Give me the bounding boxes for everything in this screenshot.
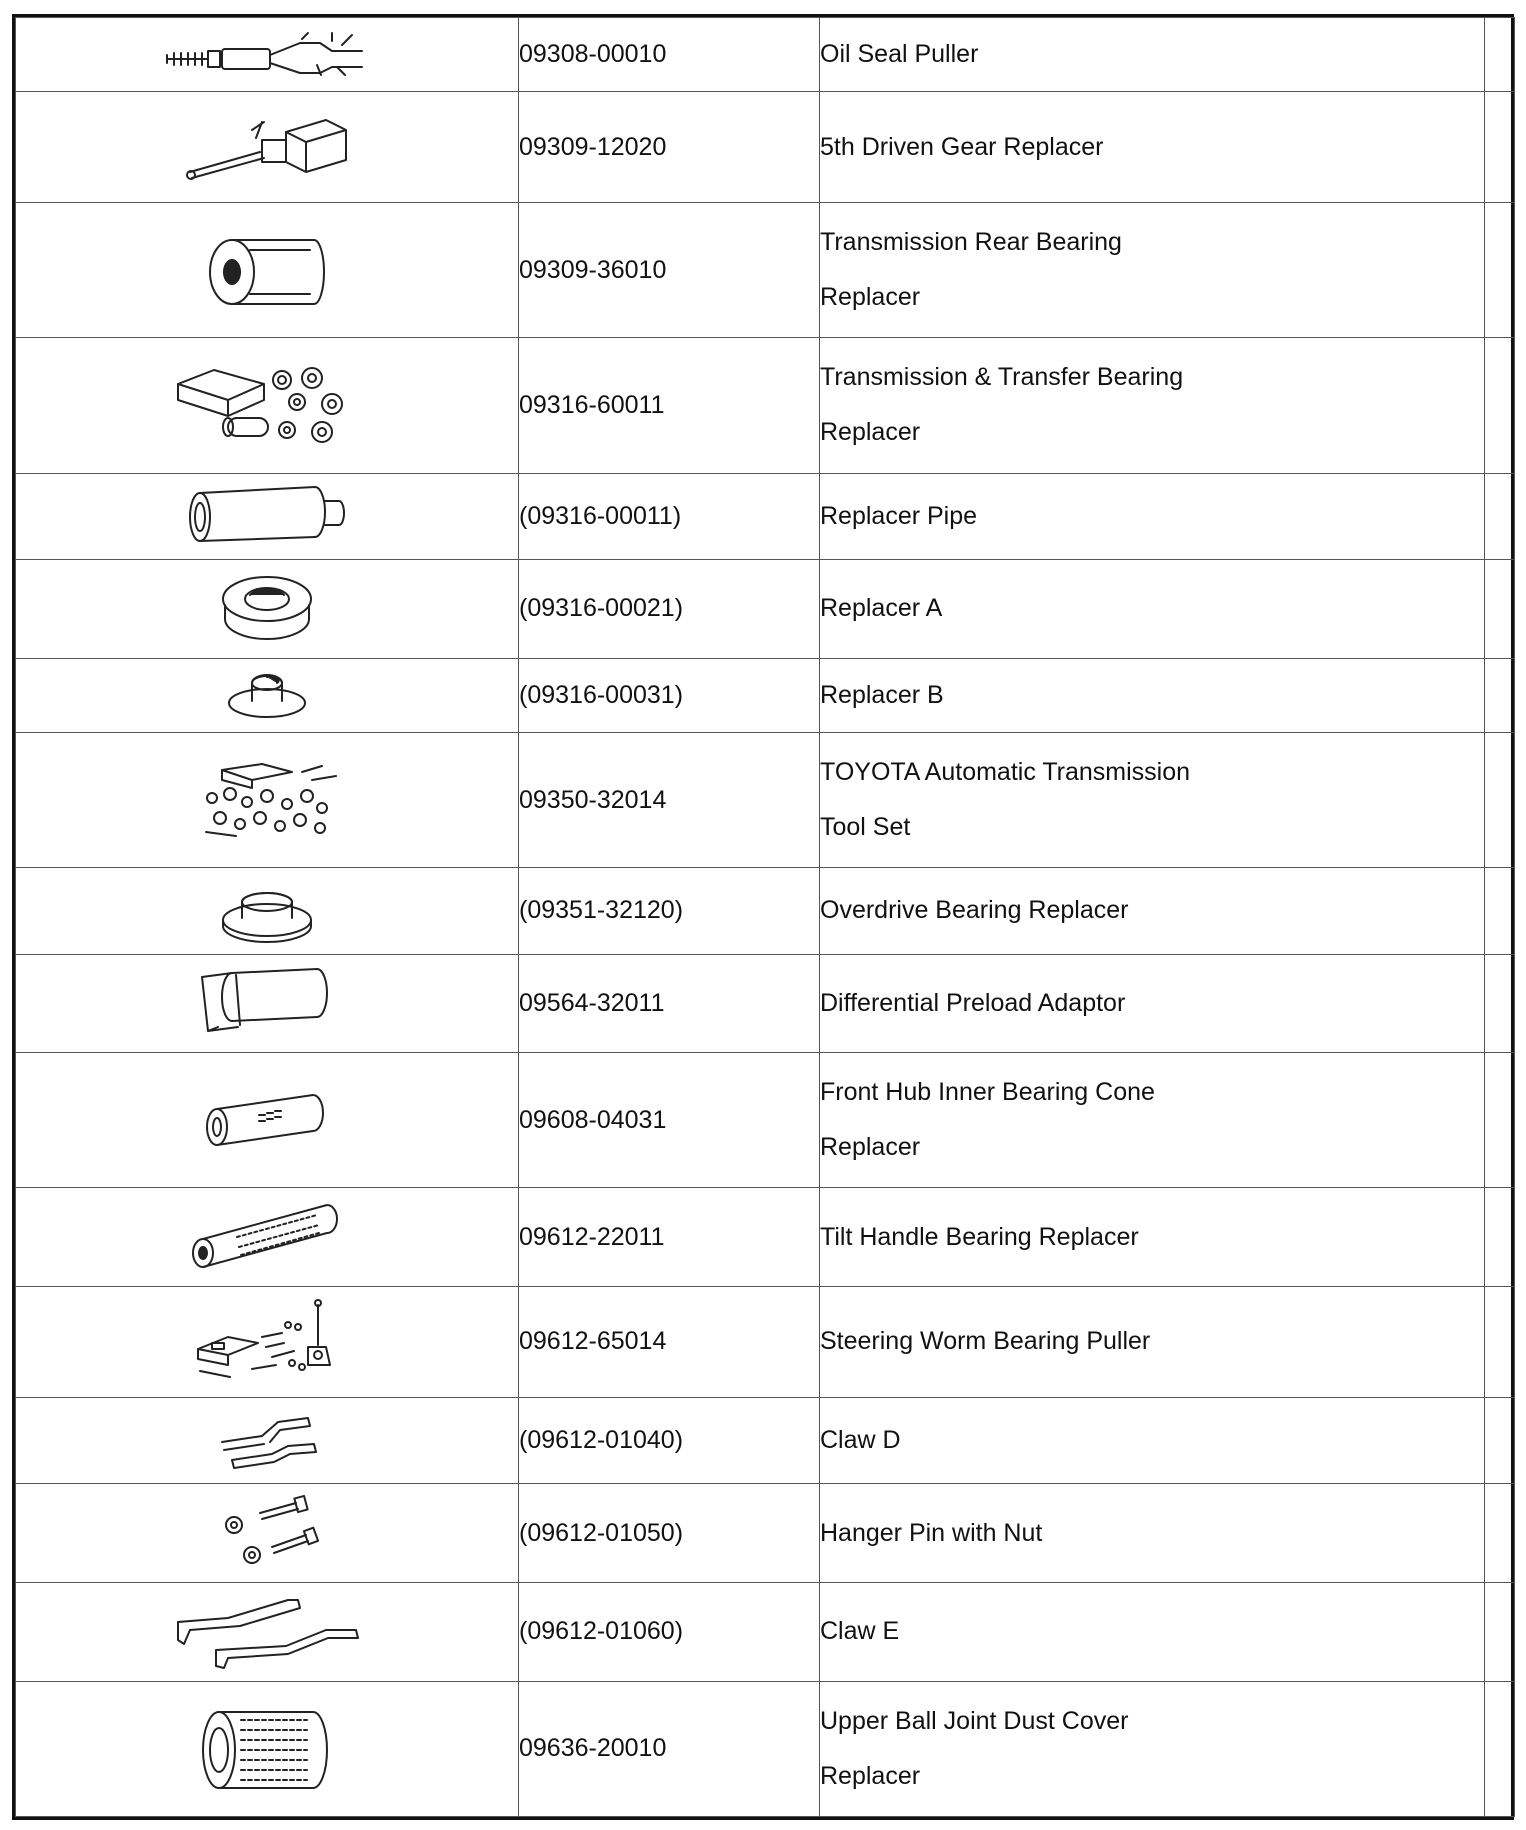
part-number: 09309-36010	[519, 203, 820, 338]
table-row	[16, 1681, 1515, 1816]
tool-name-line: Transmission Rear Bearing	[820, 228, 1122, 257]
table-row	[16, 203, 1515, 338]
replacer-pipe-icon	[182, 507, 352, 524]
tool-illustration-cell	[16, 18, 519, 92]
dust-cover-replacer-icon	[197, 1740, 337, 1757]
tool-name-line: Differential Preload Adaptor	[820, 988, 1126, 1017]
tool-illustration-cell	[16, 1681, 519, 1816]
part-number: 09612-65014	[519, 1287, 820, 1398]
claw-d-icon	[212, 1432, 322, 1449]
table-row	[16, 868, 1515, 954]
part-number: 09316-60011	[519, 338, 820, 473]
note-cell	[1485, 1397, 1515, 1483]
tool-name-line: Transmission & Transfer Bearing	[820, 363, 1184, 392]
note-cell	[1485, 658, 1515, 732]
tool-name-line: Replacer	[820, 283, 921, 312]
tool-illustration-cell	[16, 658, 519, 732]
part-number: 09309-12020	[519, 92, 820, 203]
part-number: (09316-00021)	[519, 559, 820, 658]
tool-name	[820, 1583, 1485, 1682]
tool-illustration-cell	[16, 1397, 519, 1483]
tool-name	[820, 1681, 1485, 1816]
table-row	[16, 559, 1515, 658]
note-cell	[1485, 18, 1515, 92]
note-cell	[1485, 338, 1515, 473]
table-row	[16, 1484, 1515, 1583]
part-number: (09351-32120)	[519, 868, 820, 954]
tool-illustration-cell	[16, 203, 519, 338]
table-row	[16, 1583, 1515, 1682]
tool-set-icon	[192, 791, 342, 808]
part-number: (09612-01040)	[519, 1397, 820, 1483]
tool-name-line: Steering Worm Bearing Puller	[820, 1327, 1151, 1356]
table-row	[16, 1053, 1515, 1188]
part-number: (09612-01050)	[519, 1484, 820, 1583]
tools-table-body	[16, 18, 1515, 1817]
note-cell	[1485, 559, 1515, 658]
tool-name-line: Replacer	[820, 1133, 921, 1162]
rear-bearing-replacer-icon	[202, 261, 332, 278]
tool-name-line: Replacer A	[820, 594, 943, 623]
table-row	[16, 1397, 1515, 1483]
special-tools-table	[12, 14, 1514, 1820]
claw-e-icon	[172, 1623, 362, 1640]
part-number: 09564-32011	[519, 954, 820, 1053]
tool-name-line: Upper Ball Joint Dust Cover	[820, 1706, 1129, 1735]
tool-name-line: Claw D	[820, 1426, 901, 1455]
part-number: (09316-00031)	[519, 658, 820, 732]
preload-adaptor-icon	[192, 995, 342, 1012]
note-cell	[1485, 1583, 1515, 1682]
tool-illustration-cell	[16, 559, 519, 658]
tool-illustration-cell	[16, 473, 519, 559]
note-cell	[1485, 1188, 1515, 1287]
tool-illustration-cell	[16, 1287, 519, 1398]
tool-illustration-cell	[16, 1188, 519, 1287]
part-number: 09636-20010	[519, 1681, 820, 1816]
note-cell	[1485, 203, 1515, 338]
tool-name	[820, 1188, 1485, 1287]
tool-name-line: TOYOTA Automatic Transmission	[820, 758, 1191, 787]
hanger-pin-icon	[212, 1524, 322, 1541]
tool-illustration-cell	[16, 92, 519, 203]
tool-illustration-cell	[16, 1484, 519, 1583]
note-cell	[1485, 92, 1515, 203]
overdrive-bearing-replacer-icon	[212, 902, 322, 919]
tool-name-line: Overdrive Bearing Replacer	[820, 896, 1129, 925]
tool-name-line: Replacer	[820, 418, 921, 447]
tilt-handle-replacer-icon	[187, 1228, 347, 1245]
tool-name	[820, 559, 1485, 658]
tool-illustration-cell	[16, 1053, 519, 1188]
note-cell	[1485, 1287, 1515, 1398]
table-row	[16, 1188, 1515, 1287]
part-number: 09308-00010	[519, 18, 820, 92]
tools-table	[15, 17, 1515, 1817]
tool-name-line: Hanger Pin with Nut	[820, 1518, 1043, 1547]
tool-name	[820, 203, 1485, 338]
tool-name	[820, 954, 1485, 1053]
bearing-cone-replacer-icon	[197, 1112, 337, 1129]
part-number: 09608-04031	[519, 1053, 820, 1188]
table-row	[16, 732, 1515, 867]
tool-name	[820, 658, 1485, 732]
tool-illustration-cell	[16, 1583, 519, 1682]
note-cell	[1485, 868, 1515, 954]
tool-name-line: Replacer B	[820, 680, 944, 709]
tool-name	[820, 868, 1485, 954]
oil-seal-puller-icon	[162, 46, 372, 63]
note-cell	[1485, 473, 1515, 559]
tool-name	[820, 338, 1485, 473]
tool-name-line: Tool Set	[820, 813, 911, 842]
driven-gear-replacer-icon	[182, 138, 352, 155]
worm-bearing-puller-icon	[192, 1333, 342, 1350]
table-row	[16, 338, 1515, 473]
part-number: 09350-32014	[519, 732, 820, 867]
tool-name	[820, 1484, 1485, 1583]
tool-illustration-cell	[16, 732, 519, 867]
tool-illustration-cell	[16, 868, 519, 954]
tool-name-line: Tilt Handle Bearing Replacer	[820, 1222, 1139, 1251]
tool-name	[820, 18, 1485, 92]
part-number: (09316-00011)	[519, 473, 820, 559]
tool-name	[820, 473, 1485, 559]
part-number: (09612-01060)	[519, 1583, 820, 1682]
tool-name	[820, 732, 1485, 867]
note-cell	[1485, 1484, 1515, 1583]
tool-name	[820, 1397, 1485, 1483]
table-row	[16, 473, 1515, 559]
note-cell	[1485, 1681, 1515, 1816]
tool-illustration-cell	[16, 338, 519, 473]
table-row	[16, 1287, 1515, 1398]
table-row	[16, 954, 1515, 1053]
note-cell	[1485, 732, 1515, 867]
tool-name-line: Replacer	[820, 1761, 921, 1790]
tool-name-line: Claw E	[820, 1617, 900, 1646]
replacer-a-icon	[212, 600, 322, 617]
table-row	[16, 658, 1515, 732]
tool-name-line: 5th Driven Gear Replacer	[820, 132, 1104, 161]
tool-name-line: Replacer Pipe	[820, 501, 978, 530]
tool-name	[820, 1287, 1485, 1398]
note-cell	[1485, 1053, 1515, 1188]
tool-name	[820, 1053, 1485, 1188]
part-number: 09612-22011	[519, 1188, 820, 1287]
table-row	[16, 92, 1515, 203]
tool-name-line: Front Hub Inner Bearing Cone	[820, 1078, 1155, 1107]
table-row	[16, 18, 1515, 92]
tool-name-line: Oil Seal Puller	[820, 40, 979, 69]
note-cell	[1485, 954, 1515, 1053]
bearing-replacer-set-icon	[172, 397, 362, 414]
replacer-b-icon	[222, 687, 312, 704]
tool-illustration-cell	[16, 954, 519, 1053]
tool-name	[820, 92, 1485, 203]
